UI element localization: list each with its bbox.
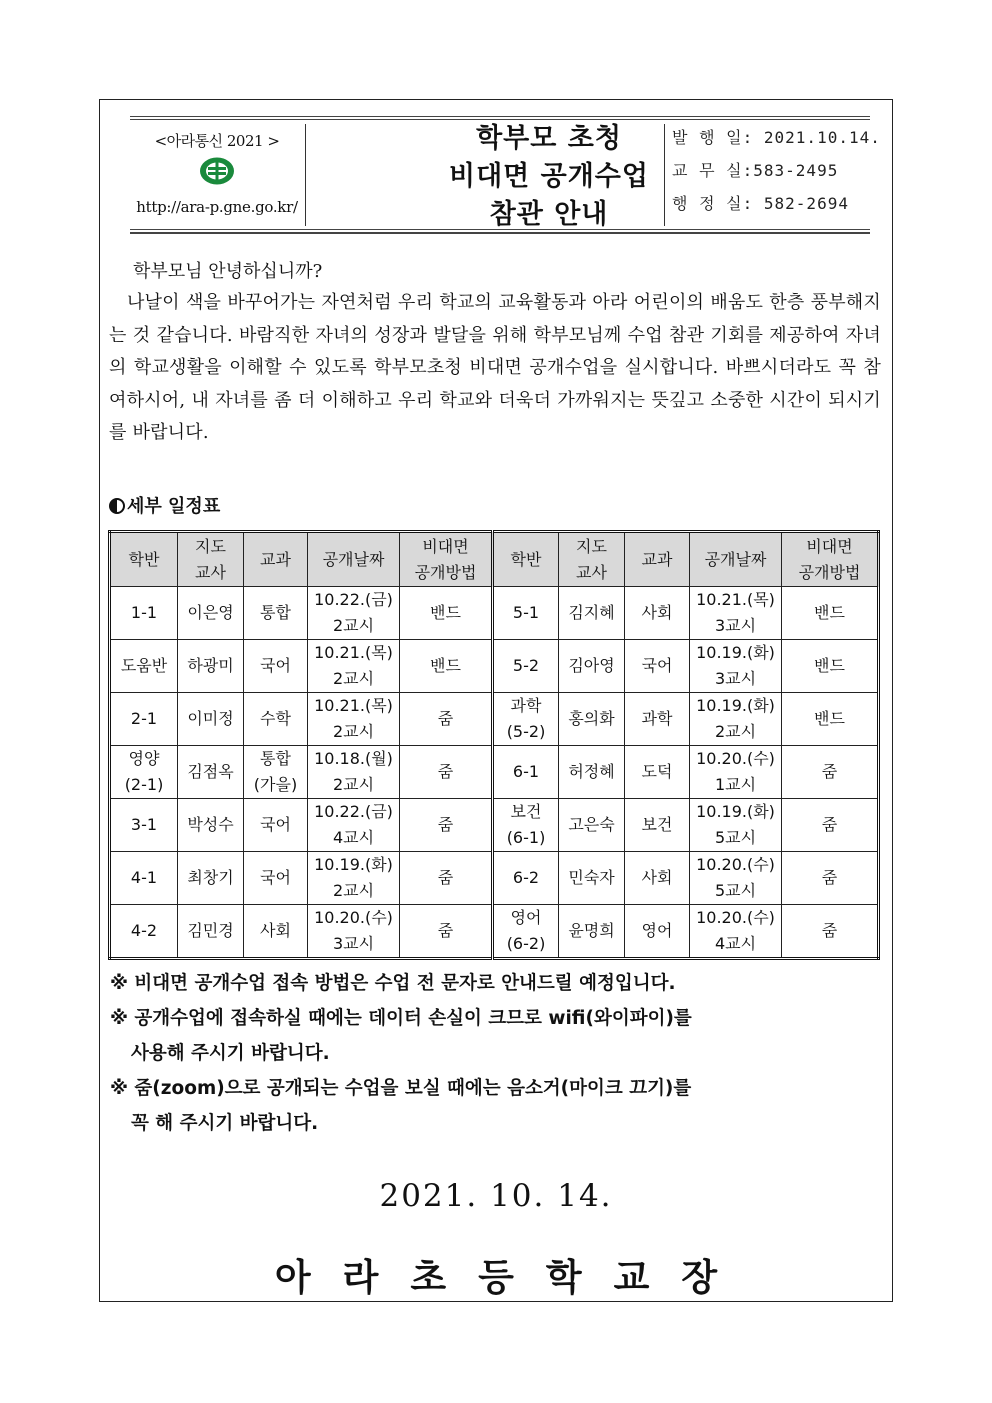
notice-date: 2021. 10. 14. (379, 1178, 613, 1214)
date-cell: 10.19.(화) 5교시 (690, 799, 782, 852)
teacher-cell: 최창기 (178, 852, 244, 905)
schedule-title-text: 세부 일정표 (127, 496, 221, 517)
date-cell: 10.22.(금) 2교시 (308, 587, 400, 640)
subject-cell: 국어 (244, 640, 308, 693)
office-phone: 교 무 실:583-2495 (672, 161, 839, 180)
method-cell: 줌 (400, 746, 493, 799)
method-cell: 줌 (782, 746, 879, 799)
class-cell: 영어 (6-2) (493, 905, 559, 959)
header-contact-info (672, 126, 881, 225)
class-cell: 4-2 (110, 905, 178, 959)
date-cell: 10.20.(수) 3교시 (308, 905, 400, 959)
date-cell: 10.18.(월) 2교시 (308, 746, 400, 799)
subject-cell: 사회 (244, 905, 308, 959)
note-item: ※ 비대면 공개수업 접속 방법은 수업 전 문자로 안내드릴 예정입니다. (110, 973, 676, 994)
teacher-cell: 박성수 (178, 799, 244, 852)
teacher-cell: 김지혜 (559, 587, 625, 640)
method-cell: 줌 (782, 852, 879, 905)
subject-cell: 통합 (244, 587, 308, 640)
table-row (110, 640, 879, 693)
subject-cell: 사회 (625, 587, 690, 640)
schedule-section-title (109, 492, 220, 518)
header-bottom-rule (130, 229, 870, 234)
header-teacher: 지도 교사 (559, 532, 625, 587)
subject-cell: 과학 (625, 693, 690, 746)
subject-cell: 국어 (244, 799, 308, 852)
note-item-continued: 꼭 해 주시기 바랍니다. (131, 1113, 319, 1134)
header-divider (664, 124, 665, 226)
method-cell: 줌 (782, 799, 879, 852)
table-row (110, 746, 879, 799)
subject-cell: 사회 (625, 852, 690, 905)
letter-body: 나날이 색을 바꾸어가는 자연처럼 우리 학교의 교육활동과 아라 어린이의 배움도 한층 풍부해지는 것 같습니다. 바람직한 자녀의 성장과 발달을 위해 학부모님께 수업 참관 기회를 제공하여 자녀의 학교생활을 이해할 수 있도록 학부모초청 비대면 공개수업을 실시합니다. 바쁘시더라도 꼭 참여하시어, 내 자녀를 좀 더 이해하고 우리 학교와 더욱더 가까워지는 뜻깊고 소중한 시간이 되시기를 바랍니다. (109, 292, 881, 443)
date-cell: 10.20.(수) 4교시 (690, 905, 782, 959)
school-website-link[interactable]: http://ara-p.gne.go.kr/ (136, 198, 298, 216)
teacher-cell: 민숙자 (559, 852, 625, 905)
subject-cell: 국어 (625, 640, 690, 693)
method-cell: 밴드 (782, 640, 879, 693)
header-class: 학반 (110, 532, 178, 587)
teacher-cell: 김아영 (559, 640, 625, 693)
admin-phone: 행 정 실: 582-2694 (672, 194, 849, 213)
class-cell: 과학 (5-2) (493, 693, 559, 746)
note-item: ※ 공개수업에 접속하실 때에는 데이터 손실이 크므로 wifi(와이파이)를 (110, 1008, 692, 1029)
method-cell: 줌 (400, 905, 493, 959)
teacher-cell: 홍의화 (559, 693, 625, 746)
date-cell: 10.21.(목) 3교시 (690, 587, 782, 640)
class-cell: 1-1 (110, 587, 178, 640)
subject-cell: 보건 (625, 799, 690, 852)
class-cell: 4-1 (110, 852, 178, 905)
title-line-1: 학부모 초청 (476, 123, 622, 154)
header-subject: 교과 (625, 532, 690, 587)
header-method: 비대면 공개방법 (782, 532, 879, 587)
subject-cell: 수학 (244, 693, 308, 746)
class-cell: 도움반 (110, 640, 178, 693)
method-cell: 밴드 (782, 693, 879, 746)
teacher-cell: 윤명희 (559, 905, 625, 959)
table-header-row (110, 532, 879, 587)
subject-cell: 국어 (244, 852, 308, 905)
table-row (110, 693, 879, 746)
header-date: 공개날짜 (308, 532, 400, 587)
date-cell: 10.22.(금) 4교시 (308, 799, 400, 852)
header-teacher: 지도 교사 (178, 532, 244, 587)
method-cell: 밴드 (400, 587, 493, 640)
date-cell: 10.21.(목) 2교시 (308, 693, 400, 746)
class-cell: 6-2 (493, 852, 559, 905)
date-cell: 10.20.(수) 1교시 (690, 746, 782, 799)
teacher-cell: 김점옥 (178, 746, 244, 799)
title-line-2: 비대면 공개수업 (449, 161, 649, 192)
date-cell: 10.20.(수) 5교시 (690, 852, 782, 905)
title-line-3: 참관 안내 (489, 199, 609, 230)
school-logo-icon (198, 156, 236, 186)
schedule-table (108, 530, 880, 960)
schedule-table-body (110, 587, 879, 959)
issue-date: 발 행 일: 2021.10.14. (672, 128, 881, 147)
class-cell: 영양 (2-1) (110, 746, 178, 799)
class-cell: 2-1 (110, 693, 178, 746)
greeting: 학부모님 안녕하십니까? (133, 261, 323, 282)
class-cell: 보건 (6-1) (493, 799, 559, 852)
header-class: 학반 (493, 532, 559, 587)
header-method: 비대면 공개방법 (400, 532, 493, 587)
teacher-cell: 이은영 (178, 587, 244, 640)
class-cell: 5-2 (493, 640, 559, 693)
method-cell: 줌 (782, 905, 879, 959)
subject-cell: 통합 (가을) (244, 746, 308, 799)
method-cell: 줌 (400, 852, 493, 905)
note-item: ※ 줌(zoom)으로 공개되는 수업을 보실 때에는 음소거(마이크 끄기)를 (110, 1078, 692, 1099)
table-row (110, 799, 879, 852)
table-row (110, 905, 879, 959)
date-cell: 10.19.(화) 3교시 (690, 640, 782, 693)
date-cell: 10.19.(화) 2교시 (690, 693, 782, 746)
subject-cell: 도덕 (625, 746, 690, 799)
note-item-continued: 사용해 주시기 바랍니다. (131, 1043, 330, 1064)
teacher-cell: 김민경 (178, 905, 244, 959)
method-cell: 밴드 (782, 587, 879, 640)
teacher-cell: 허정혜 (559, 746, 625, 799)
class-cell: 3-1 (110, 799, 178, 852)
principal-signature: 아라초등학교장 (274, 1256, 750, 1299)
table-row (110, 852, 879, 905)
subject-cell: 영어 (625, 905, 690, 959)
header-date: 공개날짜 (690, 532, 782, 587)
method-cell: 밴드 (400, 640, 493, 693)
header-subject: 교과 (244, 532, 308, 587)
newsletter-header (130, 116, 881, 234)
method-cell: 줌 (400, 799, 493, 852)
date-cell: 10.19.(화) 2교시 (308, 852, 400, 905)
date-cell: 10.21.(목) 2교시 (308, 640, 400, 693)
class-cell: 6-1 (493, 746, 559, 799)
newsletter-name: <아라통신 2021 > (154, 132, 280, 150)
class-cell: 5-1 (493, 587, 559, 640)
half-circle-icon (109, 498, 125, 514)
notes (110, 966, 692, 1141)
table-row (110, 587, 879, 640)
teacher-cell: 이미정 (178, 693, 244, 746)
method-cell: 줌 (400, 693, 493, 746)
header-left-panel (130, 122, 304, 228)
teacher-cell: 고은숙 (559, 799, 625, 852)
teacher-cell: 하광미 (178, 640, 244, 693)
